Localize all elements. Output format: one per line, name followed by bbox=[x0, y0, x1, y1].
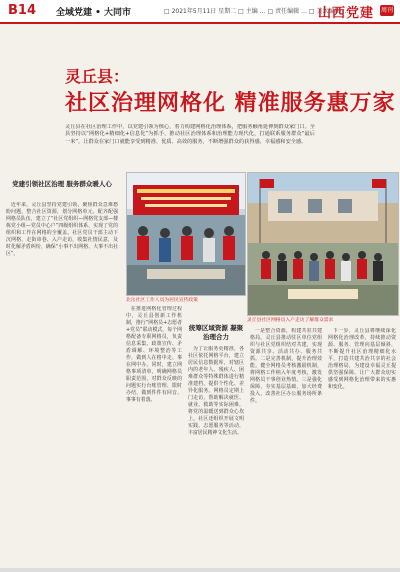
right-photo-caption: 灵丘县社区网格员入户走访了解群众需求 bbox=[247, 318, 334, 323]
outdoor-service-illustration bbox=[248, 173, 398, 315]
text-column-2 bbox=[126, 306, 182, 568]
community-event-illustration bbox=[127, 173, 245, 295]
text-column-4 bbox=[250, 328, 322, 568]
column-paragraph: 近年来，灵丘县坚持党建引领，聚焦群众急难愁盼问题，整合社区资源，划分网格单元，配齐配强网格员队伍，建立了“社区党组织—网格党支部—楼栋党小组—党员中心户”四级组织体系，实现了党的组织和工作在网格的全覆盖。社区党员干部主动下沉网格，走街串巷、入户走访，收集社情民意，及时化解矛盾纠纷，确保“小事不出网格、大事不出社区”。 bbox=[6, 202, 118, 257]
article-kicker: 灵丘县： bbox=[65, 67, 130, 86]
column-paragraph: 为了让服务更精准，各社区依托网格平台，建立居民信息数据库，对辖区内的老年人、残疾人、困难群众等特殊群体进行精准建档，提供个性化、差异化服务。网格员定期上门走访，帮助解决就医、就业、救助等实际困难，将党的温暖送到群众心坎上。社区还组织开展文明实践、志愿服务等活动，丰富居民精神文化生活。 bbox=[188, 346, 244, 436]
page-bottom-border bbox=[0, 568, 400, 572]
page-header bbox=[0, 0, 400, 24]
issue-info: □ 2021年5月11日 星期二 □ 主编 … □ 责任编辑 … □ 美术编辑 … bbox=[164, 8, 349, 15]
text-column-3 bbox=[188, 346, 244, 568]
page-number: B14 bbox=[8, 3, 36, 18]
column-paragraph: 下一步，灵丘县将继续深化网格化治理改革，持续推动资源、服务、管理向基层倾斜，不断提升社区治理精细化水平，打造共建共治共享的社会治理格局，为建设幸福灵丘提供坚强保障，让广大群众切实感受到网格化治理带来的实惠和变化。 bbox=[328, 328, 396, 390]
mid-photo-caption: 北岳社区工作人员为居民宣传政策 bbox=[126, 298, 198, 303]
outdoor-service-photo bbox=[247, 172, 399, 316]
column-paragraph: 一是整合资源，构建共驻共建格局。灵丘县推动驻区单位党组织与社区党组织结对共建，实现资源共享、活动共办、服务共抓。二是完善机制，提升治理效能。健全网格员考核激励机制，将网格工作纳入年度考核，激发网格员干事创业热情。三是强化保障，夯实基层基础，加大经费投入，改善社区办公服务场所条件。 bbox=[250, 328, 322, 404]
column-paragraph: 在推进网格化管理过程中，灵丘县创新工作机制，推行“网格员+志愿者+党员”联动模式，每个网格配备专职网格员，负责信息采集、政策宣传、矛盾调解、环境整治等工作，做到人在格中走、事在网中办。同时，建立网格事项清单，明确网格员职责范围，对群众反映的问题实行台账管理、限时办结，做到件件有回音、事事有着落。 bbox=[126, 306, 182, 403]
lead-paragraph: 灵丘县在社区治理工作中，以党建引领为核心，着力构建网格化治理体系，把服务触角延伸到群众家门口。全县坚持以“网格化+精细化+信息化”为抓手，推动社区治理体系和治理能力现代化，打通联系服务群众“最后一米”，让群众在家门口就能享受到精准、优质、高效的服务，不断增强群众的获得感、幸福感和安全感。 bbox=[65, 124, 315, 145]
community-event-photo bbox=[126, 172, 246, 296]
text-column-1 bbox=[6, 202, 118, 568]
article-lead bbox=[65, 124, 315, 168]
text-column-5 bbox=[328, 328, 396, 568]
masthead-badge: 周刊 bbox=[380, 7, 393, 14]
newspaper-masthead: 山西党建 bbox=[318, 6, 375, 21]
section-name: 全域党建 • 大同市 bbox=[56, 8, 132, 18]
section-subtitle-mid: 统筹区域资源 凝聚治理合力 bbox=[188, 324, 244, 341]
article-headline: 社区治理网格化 精准服务惠万家 bbox=[65, 90, 396, 116]
section-subtitle-left: 党建引领社区治理 服务群众暖人心 bbox=[12, 180, 112, 188]
